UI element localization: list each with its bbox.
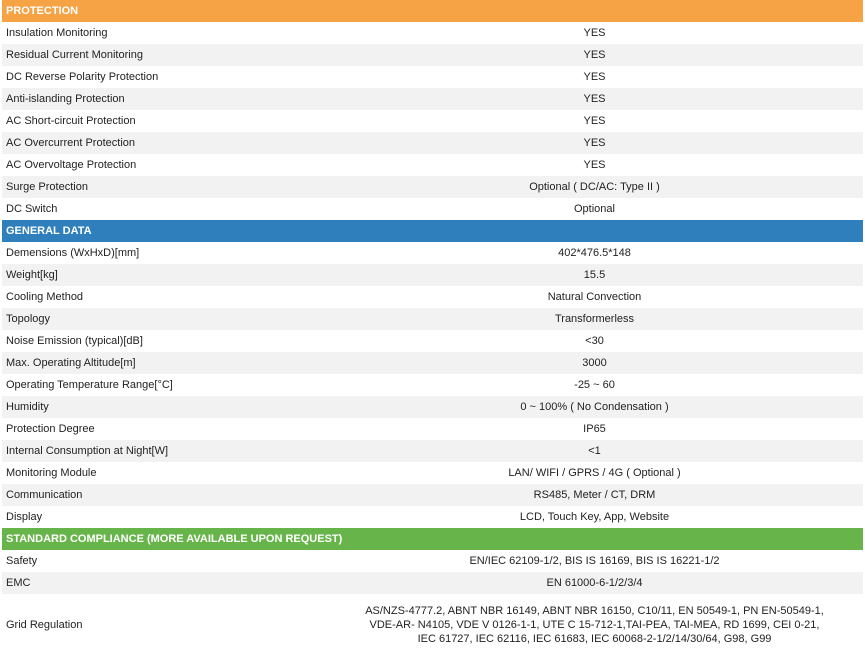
grid-regulation-line: AS/NZS-4777.2, ABNT NBR 16149, ABNT NBR 16150, C10/11, EN 50549-1, PN EN-50549-1, (365, 605, 824, 617)
row-label: AC Overvoltage Protection (6, 159, 137, 171)
row-value: EN/IEC 62109-1/2, BIS IS 16169, BIS IS 16221-1/2 (469, 555, 720, 567)
row-label: Safety (6, 555, 38, 567)
row-label: Internal Consumption at Night[W] (6, 445, 169, 457)
row-label: EMC (6, 577, 31, 589)
row-label: Insulation Monitoring (6, 27, 108, 39)
row-label: Demensions (WxHxD)[mm] (6, 247, 140, 259)
grid-regulation-line: IEC 61727, IEC 62116, IEC 61683, IEC 60068-2-1/2/14/30/64, G98, G99 (417, 633, 772, 645)
row-label: AC Short-circuit Protection (6, 115, 136, 127)
section-header-protection: PROTECTION (2, 0, 863, 22)
table-row (2, 352, 863, 374)
row-value: YES (583, 115, 606, 127)
row-value: YES (583, 137, 606, 149)
grid-regulation-line: VDE-AR- N4105, VDE V 0126-1-1, UTE C 15-712-1,TAI-PEA, TAI-MEA, RD 1699, CEI 0-21, (369, 619, 820, 631)
row-value: LAN/ WIFI / GPRS / 4G ( Optional ) (508, 467, 681, 479)
table-row (2, 44, 863, 66)
row-value: <30 (585, 335, 604, 347)
row-label: Communication (6, 489, 83, 501)
table-row (2, 440, 863, 462)
row-value: YES (583, 93, 606, 105)
table-row (2, 176, 863, 198)
row-value: Natural Convection (547, 291, 642, 303)
row-value: Optional (574, 203, 615, 215)
row-label: DC Reverse Polarity Protection (6, 71, 159, 83)
spec-table (2, 0, 863, 656)
table-row (2, 22, 863, 44)
row-label: Cooling Method (6, 291, 84, 303)
table-row (2, 418, 863, 440)
row-value: 0 ~ 100% ( No Condensation ) (520, 401, 669, 413)
table-row (2, 242, 863, 264)
row-value: LCD, Touch Key, App, Website (519, 511, 670, 523)
table-row (2, 330, 863, 352)
table-row (2, 550, 863, 572)
table-row (2, 286, 863, 308)
table-row (2, 572, 863, 594)
row-label: Anti-islanding Protection (6, 93, 125, 105)
table-row (2, 308, 863, 330)
row-label: Noise Emission (typical)[dB] (6, 335, 143, 347)
table-row (2, 88, 863, 110)
row-value: -25 ~ 60 (574, 379, 615, 391)
row-value: YES (583, 49, 606, 61)
table-row (2, 462, 863, 484)
row-value: YES (583, 71, 606, 83)
row-value: 402*476.5*148 (558, 247, 631, 259)
table-row-grid-regulation (2, 594, 863, 656)
table-row (2, 374, 863, 396)
row-value: YES (583, 159, 606, 171)
row-label: Weight[kg] (6, 269, 58, 281)
row-label: DC Switch (6, 203, 58, 215)
row-label: Operating Temperature Range[°C] (6, 379, 173, 391)
row-label: Grid Regulation (6, 619, 83, 631)
row-label: Humidity (6, 401, 49, 413)
row-label: AC Overcurrent Protection (6, 137, 135, 149)
table-row (2, 154, 863, 176)
row-value: Optional ( DC/AC: Type II ) (529, 181, 660, 193)
row-label: Surge Protection (6, 181, 88, 193)
table-row (2, 264, 863, 286)
table-row (2, 66, 863, 88)
row-label: Max. Operating Altitude[m] (6, 357, 136, 369)
row-label: Display (6, 511, 43, 523)
table-row (2, 198, 863, 220)
row-label: Monitoring Module (6, 467, 97, 479)
row-value: <1 (588, 445, 601, 457)
row-label: Protection Degree (6, 423, 95, 435)
row-value: IP65 (583, 423, 606, 435)
row-label: Topology (6, 313, 51, 325)
row-label: Residual Current Monitoring (6, 49, 143, 61)
table-row (2, 484, 863, 506)
row-value: 15.5 (583, 269, 606, 281)
row-value: YES (583, 27, 606, 39)
row-value: EN 61000-6-1/2/3/4 (546, 577, 643, 589)
table-row (2, 396, 863, 418)
table-row (2, 110, 863, 132)
section-header-standard-compliance: STANDARD COMPLIANCE (MORE AVAILABLE UPON REQUEST) (2, 528, 863, 550)
table-row (2, 506, 863, 528)
section-header-general-data: GENERAL DATA (2, 220, 863, 242)
row-value: RS485, Meter / CT, DRM (533, 489, 656, 501)
table-row (2, 132, 863, 154)
row-value (326, 604, 863, 646)
row-value: Transformerless (554, 313, 635, 325)
row-value: 3000 (582, 357, 607, 369)
